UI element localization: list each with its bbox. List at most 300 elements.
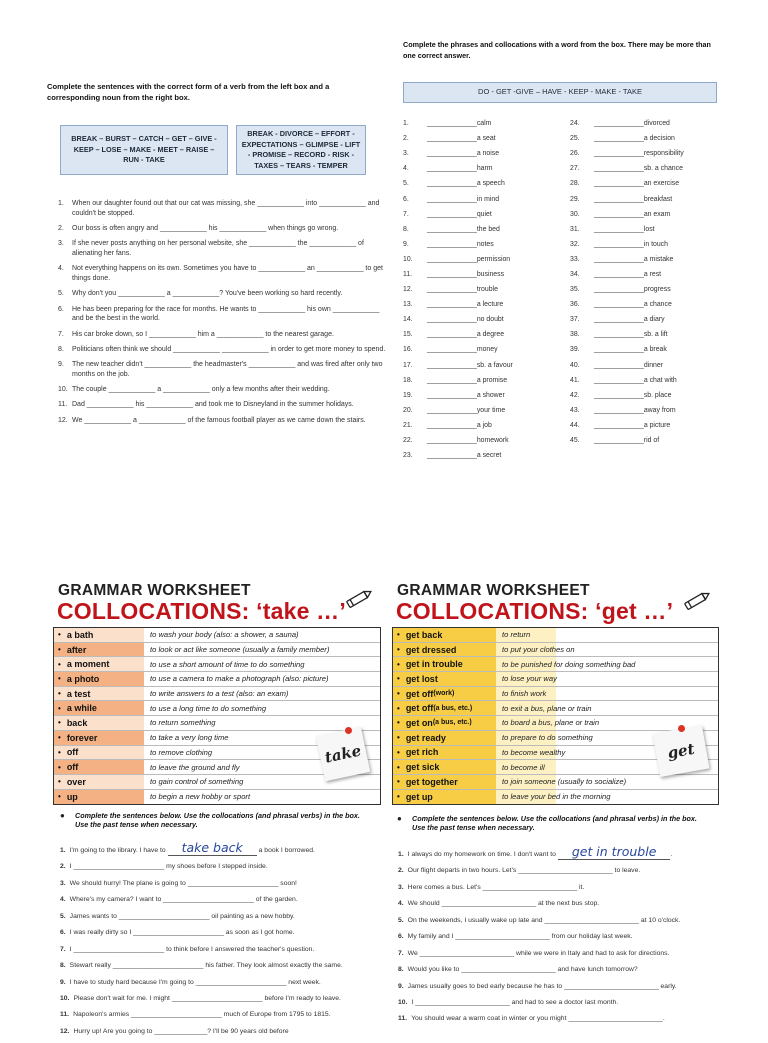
collocation-term-text: get rich <box>405 747 439 758</box>
collocation-definition <box>496 790 718 805</box>
collocation-phrase: an exam <box>643 210 671 218</box>
collocation-term <box>393 790 496 805</box>
collocation-number: 38. <box>570 331 580 339</box>
exercise-item <box>60 945 390 954</box>
collocation-number: 31. <box>570 225 580 233</box>
collocation-term-note: (work) <box>433 690 455 698</box>
exercise-text-after: from our holiday last week. <box>549 933 633 941</box>
collocation-item <box>403 267 563 282</box>
sentence-item <box>58 199 388 218</box>
exercise-blank: _________________________ <box>518 867 613 875</box>
collocation-number: 15. <box>403 331 413 339</box>
collocation-word-box <box>403 82 717 103</box>
exercise-number: 11. <box>60 1011 70 1019</box>
collocation-item <box>570 373 720 388</box>
collocation-number: 2. <box>403 135 409 143</box>
exercise-blank: ________________________ <box>133 929 224 937</box>
bullet-icon: • <box>58 703 61 713</box>
exercise-item <box>60 912 390 921</box>
get-collocations-table <box>392 627 719 805</box>
collocation-blank: _____________ <box>594 301 644 309</box>
collocation-phrase: quiet <box>476 210 492 218</box>
collocation-blank: _____________ <box>427 361 477 369</box>
collocation-phrase: sb. a favour <box>476 361 513 369</box>
exercise-text-after: to leave. <box>612 867 641 875</box>
collocation-definition-text: to begin a new hobby or sport <box>150 792 251 802</box>
collocation-term <box>393 775 496 789</box>
exercise-number: 6. <box>398 933 404 941</box>
collocation-number: 14. <box>403 316 413 324</box>
collocation-definition <box>496 701 718 715</box>
collocation-term <box>393 687 496 701</box>
collocation-phrase: in mind <box>476 195 500 203</box>
collocation-blank: _____________ <box>594 135 644 143</box>
collocation-term-text: get lost <box>405 673 438 684</box>
exercise-number: 6. <box>60 929 66 937</box>
collocation-definition-text: to remove clothing <box>150 747 213 757</box>
bullet-icon: • <box>397 630 400 640</box>
collocation-blank: _____________ <box>594 270 644 278</box>
collocation-blank: _____________ <box>427 316 477 324</box>
collocation-row <box>54 672 380 687</box>
collocation-blank: _____________ <box>427 331 477 339</box>
take-sticky-note-label: take <box>323 741 363 767</box>
sentence-text: The couple ____________ a ____________ only a few months after their wedding. <box>72 386 330 394</box>
exercise-text-before: Would you like to <box>407 966 462 974</box>
collocation-phrase: in touch <box>643 240 668 248</box>
bullet-icon: • <box>397 645 400 655</box>
collocation-number: 12. <box>403 286 413 294</box>
collocation-phrase: business <box>476 270 505 278</box>
exercise-text-before: I have to study hard because I'm going to <box>69 978 196 986</box>
exercise-text-after: at 10 o'clock. <box>638 916 681 924</box>
collocation-number: 16. <box>403 346 413 354</box>
collocation-item <box>403 297 563 312</box>
take-worksheet-subtitle: COLLOCATIONS: ‘take …’ <box>57 598 346 624</box>
exercise-blank: ________________________ <box>171 994 263 1002</box>
collocation-definition-text: to become wealthy <box>502 747 566 757</box>
exercise-text-before: I <box>411 998 416 1006</box>
exercise-blank: ________________________ <box>187 879 279 887</box>
collocation-definition-text: to use a camera to make a photograph (also: picture) <box>150 674 329 684</box>
collocation-term <box>54 790 144 805</box>
exercise-item <box>60 862 390 871</box>
collocation-blank: _____________ <box>594 120 644 128</box>
pencil-icon <box>342 586 376 612</box>
collocation-definition-text: to gain control of something <box>150 777 244 787</box>
collocation-item <box>403 327 563 342</box>
exercise-text-before: We should hurry! The plane is going to <box>69 879 188 887</box>
collocation-definition-text: to finish work <box>502 689 547 699</box>
collocation-item <box>570 116 720 131</box>
collocation-row <box>393 672 718 687</box>
collocation-row <box>393 716 718 731</box>
collocation-term-text: up <box>66 791 78 802</box>
exercise-blank: _________________________ <box>564 982 659 990</box>
exercise-item <box>398 1014 728 1023</box>
collocation-phrase: a picture <box>643 421 671 429</box>
noun-box-text: BREAK - DIVORCE – EFFORT - EXPECTATIONS – GLIMPSE - LIFT - PROMISE – RECORD - RISK - TAXES – TEARS - TEMPER <box>241 129 361 170</box>
collocation-term <box>54 716 144 730</box>
collocation-definition <box>496 687 718 701</box>
handwritten-answer: take back <box>168 840 257 856</box>
collocation-item <box>403 448 563 463</box>
bullet-icon: • <box>397 703 400 713</box>
collocation-item <box>403 191 563 206</box>
exercise-text-before: I <box>69 945 74 953</box>
collocation-number: 26. <box>570 150 580 158</box>
take-sticky-note <box>316 727 371 782</box>
exercise-blank: _________________________ <box>419 949 515 957</box>
collocation-item <box>570 176 720 191</box>
collocation-blank: _____________ <box>594 195 644 203</box>
collocation-definition-text: to take a very long time <box>150 733 229 743</box>
sentence-item <box>58 416 388 426</box>
collocation-definition-text: to prepare to do something <box>502 733 593 743</box>
exercise-text-before: You should wear a warm coat in winter or you might <box>411 1015 569 1023</box>
collocation-term <box>393 643 496 657</box>
collocation-definition <box>496 657 718 671</box>
collocation-phrase: notes <box>476 240 494 248</box>
bullet-icon: • <box>58 747 61 757</box>
sentence-text: His car broke down, so I ____________ him a ____________ to the nearest garage. <box>72 330 334 338</box>
exercise-item <box>60 895 390 904</box>
sentence-text: Dad ____________ his ____________ and took me to Disneyland in the summer holidays. <box>72 401 354 409</box>
collocation-definition-text: to return <box>502 630 531 640</box>
collocation-blank: _____________ <box>594 361 644 369</box>
collocation-number: 45. <box>570 437 580 445</box>
collocation-term <box>393 731 496 745</box>
collocation-phrase: a lecture <box>476 301 504 309</box>
exercise-text-before: On the weekends, I usually wake up late and <box>407 916 545 924</box>
collocation-term-text: a while <box>66 703 97 714</box>
collocation-phrase: a diary <box>643 316 665 324</box>
exercise-text-after: as soon as I got home. <box>223 929 295 937</box>
exercise-text-before: I always do my homework on time. I don't want to <box>407 851 558 858</box>
collocation-blank: _____________ <box>594 376 644 384</box>
bullet-icon: • <box>58 689 61 699</box>
exercise-number: 11. <box>398 1015 408 1023</box>
collocation-term-text: get ready <box>405 732 446 743</box>
collocation-item <box>403 433 563 448</box>
collocation-term-text: a moment <box>66 659 110 670</box>
sentence-item <box>58 385 388 395</box>
exercise-text-before: Here comes a bus. Let's <box>407 883 483 891</box>
collocation-number: 13. <box>403 301 413 309</box>
collocation-definition-text: to write answers to a test (also: an exam) <box>150 689 289 699</box>
exercise-blank: _________________________ <box>568 1015 663 1023</box>
exercise-text-after: to think before I answered the teacher's question. <box>164 945 315 953</box>
bullet-icon: ● <box>397 814 402 823</box>
exercise-item <box>398 883 728 892</box>
collocation-number: 25. <box>570 135 580 143</box>
exercise-text-after: much of Europe from 1795 to 1815. <box>221 1011 331 1019</box>
exercise-blank: _________________________ <box>544 916 639 924</box>
bullet-icon: • <box>58 762 61 772</box>
collocation-number: 35. <box>570 286 580 294</box>
collocation-definition-text: to look or act like someone (usually a family member) <box>150 645 330 655</box>
collocation-phrase: homework <box>476 437 509 445</box>
collocation-item <box>403 222 563 237</box>
exercise-text-after: oil painting as a new hobby. <box>209 912 295 920</box>
collocation-blank: _____________ <box>427 346 477 354</box>
exercise-text-before: James wants to <box>69 912 119 920</box>
collocation-phrase: your time <box>476 406 506 414</box>
collocation-item <box>570 222 720 237</box>
sentence-number: 9. <box>58 361 64 369</box>
exercise-blank: _________________________ <box>461 966 556 974</box>
exercise-number: 4. <box>398 900 404 908</box>
exercise-number: 2. <box>60 863 66 871</box>
get-sticky-note <box>653 725 710 777</box>
collocation-phrase: dinner <box>643 361 663 369</box>
bullet-icon: • <box>397 747 400 757</box>
collocation-definition <box>144 672 380 686</box>
collocation-item <box>570 237 720 252</box>
collocation-number: 20. <box>403 406 413 414</box>
sentence-text: If she never posts anything on her personal website, she ____________ the ____________ of alienating her fans. <box>72 240 364 257</box>
sentence-item <box>58 224 388 234</box>
take-worksheet-title: GRAMMAR WORKSHEET <box>58 582 251 599</box>
collocation-phrase: a promise <box>476 376 508 384</box>
collocation-number: 7. <box>403 210 409 218</box>
collocation-row <box>393 775 718 790</box>
collocation-blank: _____________ <box>594 316 644 324</box>
bullet-icon: • <box>397 762 400 772</box>
collocation-item <box>403 116 563 131</box>
collocation-item <box>570 146 720 161</box>
collocation-term-text: get sick <box>405 762 440 773</box>
collocation-number: 21. <box>403 421 413 429</box>
collocation-item <box>403 282 563 297</box>
collocation-phrase: rid of <box>643 437 660 445</box>
sentence-number: 1. <box>58 200 64 207</box>
pushpin-icon <box>678 725 685 732</box>
sentence-text: Why don't you ____________ a ____________? You've been working so hard recently. <box>72 290 343 298</box>
collocation-blank: _____________ <box>594 150 644 158</box>
exercise-blank: _________________________ <box>482 883 578 891</box>
exercise-number: 4. <box>60 896 66 904</box>
collocation-term <box>393 657 496 671</box>
exercise-text-after: early. <box>658 982 677 990</box>
exercise-text-after: at the next bus stop. <box>536 900 600 908</box>
sentence-item <box>58 345 388 355</box>
get-worksheet-title: GRAMMAR WORKSHEET <box>397 582 590 599</box>
collocation-row <box>54 657 380 672</box>
exercise-blank: ______________ <box>154 1027 208 1035</box>
collocation-term-text: get on <box>405 717 433 728</box>
collocation-blank: _____________ <box>427 286 477 294</box>
exercise-item <box>398 982 728 991</box>
exercise-text-before: Please don't wait for me. I might <box>73 994 172 1002</box>
exercise-item <box>60 961 390 970</box>
collocation-item <box>570 418 720 433</box>
collocation-term-text: get together <box>405 776 458 787</box>
collocation-blank: _____________ <box>594 406 644 414</box>
sentence-item <box>58 239 388 258</box>
collocation-phrase: permission <box>476 255 511 263</box>
collocation-item <box>403 237 563 252</box>
collocation-term-text: off <box>66 747 79 758</box>
collocation-list-right <box>570 116 720 448</box>
exercise-text-after: . <box>662 1015 665 1023</box>
collocation-term-text: get in trouble <box>405 659 463 670</box>
exercise-item <box>398 866 728 875</box>
collocation-row <box>54 687 380 702</box>
collocation-number: 5. <box>403 180 409 188</box>
collocation-item <box>570 312 720 327</box>
collocation-phrase: a shower <box>476 391 505 399</box>
sentence-number: 6. <box>58 305 64 313</box>
collocation-definition-text: to join someone (usually to socialize) <box>502 777 627 787</box>
bullet-icon: • <box>58 718 61 728</box>
exercise-number: 3. <box>60 879 66 887</box>
collocation-item <box>403 312 563 327</box>
exercise-number: 5. <box>60 912 66 920</box>
bullet-icon: • <box>58 659 61 669</box>
collocation-blank: _____________ <box>427 165 477 173</box>
collocation-term-text: after <box>66 644 87 655</box>
collocation-row <box>393 657 718 672</box>
sentence-item <box>58 264 388 283</box>
exercise-blank: ________________________ <box>163 896 254 904</box>
sentence-item <box>58 330 388 340</box>
collocation-term-text: off <box>66 762 79 773</box>
collocation-blank: _____________ <box>427 301 477 309</box>
exercise-item <box>398 932 728 941</box>
exercise-number: 12. <box>60 1027 70 1035</box>
get-sticky-note-label: get <box>666 739 696 763</box>
exercise-item <box>398 844 728 859</box>
exercise-text-after: and had to see a doctor last month. <box>509 998 619 1006</box>
collocation-blank: _____________ <box>594 255 644 263</box>
collocation-item <box>570 282 720 297</box>
collocation-term <box>393 716 496 730</box>
collocation-phrase: divorced <box>643 120 670 128</box>
exercise-item <box>398 899 728 908</box>
collocation-definition <box>144 643 380 657</box>
collocation-number: 11. <box>403 270 413 278</box>
collocation-blank: _____________ <box>427 255 477 263</box>
exercise-text-after: ? I'll be 90 years old before <box>207 1027 289 1035</box>
collocation-definition <box>144 657 380 671</box>
collocation-item <box>570 191 720 206</box>
collocation-blank: _____________ <box>427 195 477 203</box>
collocation-term <box>54 775 144 789</box>
pencil-icon <box>680 588 714 614</box>
sentence-item <box>58 305 388 324</box>
collocation-blank: _____________ <box>594 421 644 429</box>
sentence-number: 3. <box>58 240 64 248</box>
collocation-definition <box>144 687 380 701</box>
collocation-row <box>393 643 718 658</box>
exercise-text-before: Napoleon's armies <box>73 1011 132 1019</box>
collocation-blank: _____________ <box>427 421 477 429</box>
collocation-blank: _____________ <box>594 286 644 294</box>
verb-noun-sentences <box>58 199 388 431</box>
collocation-blank: _____________ <box>594 346 644 354</box>
collocation-phrase: a chat with <box>643 376 677 384</box>
collocation-item <box>403 161 563 176</box>
exercise-text-before: Hurry up! Are you going to <box>73 1027 155 1035</box>
exercise-number: 1. <box>60 847 66 854</box>
verb-box <box>60 125 228 175</box>
exercise-text-before: Where's my camera? I want to <box>69 896 164 904</box>
handwritten-answer: get in trouble <box>558 844 671 860</box>
collocation-definition <box>144 628 380 642</box>
exercise-text-before: My family and I <box>407 933 456 941</box>
collocation-number: 30. <box>570 210 580 218</box>
exercise-number: 5. <box>398 916 404 924</box>
exercise-number: 8. <box>60 962 66 970</box>
sentence-number: 12. <box>58 416 68 424</box>
exercise-number: 9. <box>398 982 404 990</box>
collocation-definition <box>144 701 380 715</box>
exercise-text-after: . <box>670 851 673 858</box>
collocation-blank: _____________ <box>427 406 477 414</box>
collocation-number: 42. <box>570 391 580 399</box>
exercise-item <box>60 928 390 937</box>
collocation-definition-text: to become ill <box>502 762 545 772</box>
exercise-item <box>60 994 390 1003</box>
collocation-phrase: breakfast <box>643 195 673 203</box>
pushpin-icon <box>345 727 352 734</box>
exercise-item <box>60 1010 390 1019</box>
collocation-word-box-text: DO - GET -GIVE – HAVE - KEEP - MAKE - TAKE <box>478 87 642 97</box>
collocation-definition <box>496 672 718 686</box>
collocation-term <box>54 731 144 745</box>
exercise-text-before: I was really dirty so I <box>69 929 134 937</box>
collocation-definition-text: to be punished for doing something bad <box>502 659 636 669</box>
sentence-text: Our boss is often angry and ____________ his ____________ when things go wrong. <box>72 225 339 232</box>
collocation-number: 36. <box>570 301 580 309</box>
collocation-item <box>570 207 720 222</box>
collocation-item <box>570 358 720 373</box>
collocation-box-instruction: Complete the phrases and collocations with a word from the box. There may be more than one correct answer. <box>403 40 711 60</box>
collocation-row <box>393 628 718 643</box>
collocation-term-text: back <box>66 717 88 728</box>
collocation-phrase: a speech <box>476 180 505 188</box>
bullet-icon: • <box>397 777 400 787</box>
collocation-item <box>570 161 720 176</box>
exercise-text-before: Our flight departs in two hours. Let's <box>407 867 519 875</box>
collocation-definition-text: to wash your body (also: a shower, a sauna) <box>150 630 299 640</box>
exercise-blank: ________________________ <box>73 863 165 871</box>
collocation-blank: _____________ <box>427 452 477 460</box>
collocation-number: 29. <box>570 195 580 203</box>
collocation-number: 39. <box>570 346 580 354</box>
collocation-definition-text: to return something <box>150 718 216 728</box>
collocation-blank: _____________ <box>594 165 644 173</box>
collocation-number: 3. <box>403 150 409 158</box>
exercise-text-after: his father. They look almost exactly the same. <box>203 962 343 970</box>
collocation-term <box>54 672 144 686</box>
bullet-icon: • <box>58 645 61 655</box>
collocation-term-text: get off <box>405 703 434 714</box>
collocation-term <box>393 628 496 642</box>
collocation-number: 44. <box>570 421 580 429</box>
collocation-item <box>403 207 563 222</box>
exercise-text-after: before I'm ready to leave. <box>262 994 341 1002</box>
get-worksheet-subtitle: COLLOCATIONS: ‘get …’ <box>396 598 674 624</box>
bullet-icon: • <box>397 689 400 699</box>
collocation-blank: _____________ <box>427 210 477 218</box>
collocation-phrase: progress <box>643 286 671 294</box>
sentence-number: 7. <box>58 330 64 338</box>
collocation-item <box>403 131 563 146</box>
collocation-phrase: a degree <box>476 331 505 339</box>
collocation-number: 18. <box>403 376 413 384</box>
